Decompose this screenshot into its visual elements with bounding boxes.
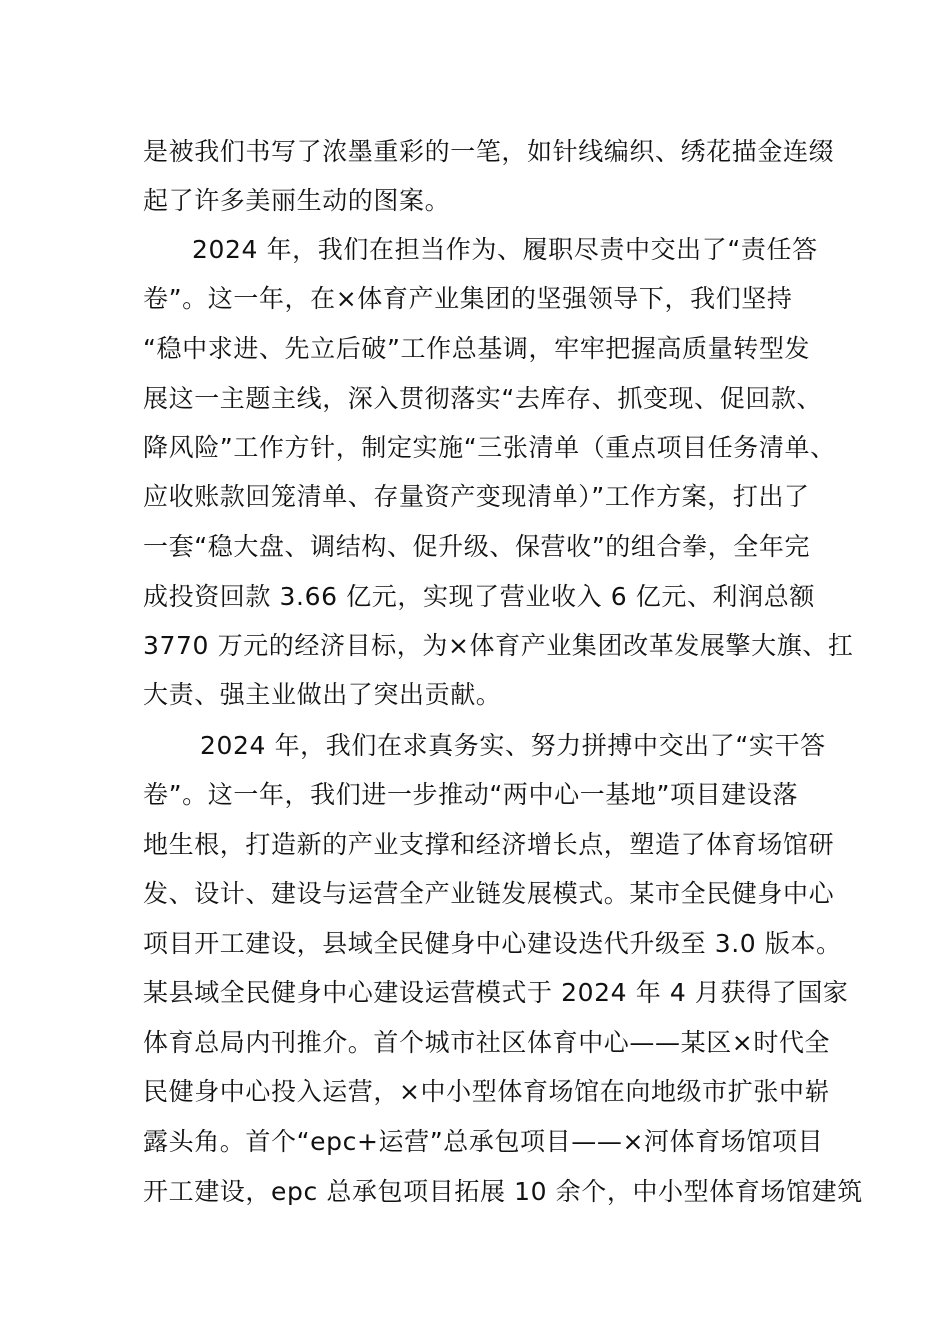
- text-line: 起了许多美丽生动的图案。: [143, 186, 451, 215]
- text-line: 发、设计、建设与运营全产业链发展模式。某市全民健身中心: [143, 879, 835, 908]
- text-line: 大责、强主业做出了突出贡献。: [143, 680, 502, 709]
- text-line: 成投资回款 3.66 亿元，实现了营业收入 6 亿元、利润总额: [143, 582, 815, 611]
- text-line: “稳中求进、先立后破”工作总基调，牢牢把握高质量转型发: [143, 334, 811, 363]
- text-line: 开工建设，epc 总承包项目拓展 10 余个，中小型体育场馆建筑: [143, 1177, 863, 1206]
- text-line: 露头角。首个“epc+运营”总承包项目——×河体育场馆项目: [143, 1127, 824, 1156]
- text-line: 一套“稳大盘、调结构、促升级、保营收”的组合拳，全年完: [143, 532, 811, 561]
- text-line: 降风险”工作方针，制定实施“三张清单（重点项目任务清单、: [143, 433, 836, 462]
- text-line: 3770 万元的经济目标，为×体育产业集团改革发展擎大旗、扛: [143, 631, 854, 660]
- paragraph-start-line: 2024 年，我们在求真务实、努力拼搏中交出了“实干答: [200, 731, 826, 760]
- text-line: 卷”。这一年，我们进一步推动“两中心一基地”项目建设落: [143, 780, 799, 809]
- text-line: 应收账款回笼清单、存量资产变现清单）”工作方案，打出了: [143, 482, 810, 511]
- paragraph-start-line: 2024 年，我们在担当作为、履职尽责中交出了“责任答: [192, 235, 818, 264]
- text-line: 地生根，打造新的产业支撑和经济增长点，塑造了体育场馆研: [143, 830, 835, 859]
- text-line: 展这一主题主线，深入贯彻落实“去库存、抓变现、促回款、: [143, 384, 823, 413]
- text-line: 某县域全民健身中心建设运营模式于 2024 年 4 月获得了国家: [143, 978, 849, 1007]
- text-line: 体育总局内刊推介。首个城市社区体育中心——某区×时代全: [143, 1028, 831, 1057]
- text-line: 卷”。这一年，在×体育产业集团的坚强领导下，我们坚持: [143, 284, 793, 313]
- text-line: 项目开工建设，县域全民健身中心建设迭代升级至 3.0 版本。: [143, 929, 842, 958]
- text-line: 是被我们书写了浓墨重彩的一笔，如针线编织、绣花描金连缀: [143, 137, 835, 166]
- text-line: 民健身中心投入运营，×中小型体育场馆在向地级市扩张中崭: [143, 1077, 831, 1106]
